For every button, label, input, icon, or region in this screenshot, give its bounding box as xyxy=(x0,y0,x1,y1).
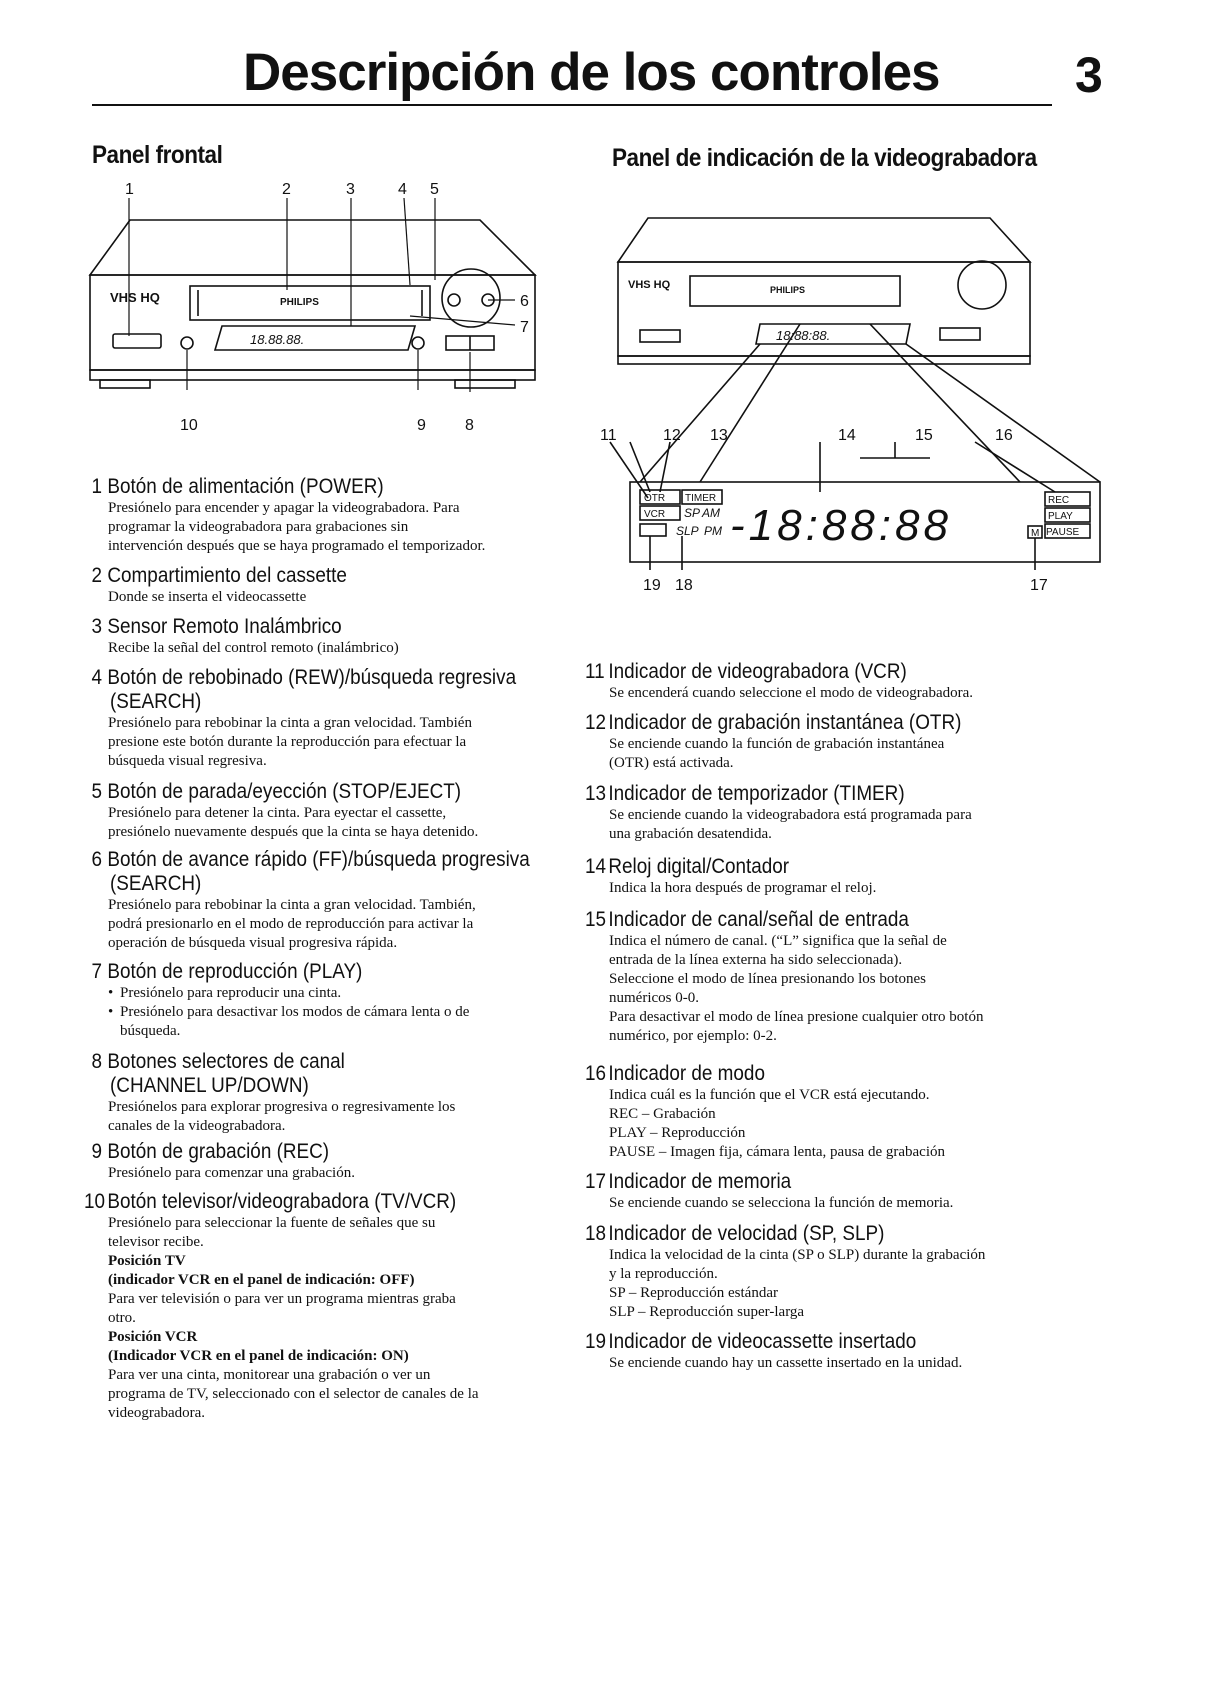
callout-4: 4 xyxy=(398,181,407,198)
front-panel-heading: Panel frontal xyxy=(92,141,223,169)
item-channel: 8 Botones selectores de canal (CHANNEL UP/DOWN) Presiónelos para explorar progresiva o regresivamente los canales de la videograbadora. xyxy=(91,1050,456,1134)
item-stop-eject: 5 Botón de parada/eyección (STOP/EJECT) Presiónelo para detener la cinta. Para eyectar el cassette, presiónelo nuevamente después que la cinta se haya detenido. xyxy=(91,780,479,840)
callout-10: 10 xyxy=(180,417,198,434)
pm-indicator: PM xyxy=(704,524,722,538)
page-title: Descripción de los controles xyxy=(243,43,940,102)
callout-13: 13 xyxy=(710,427,728,444)
clock-digits: -18:88:88 xyxy=(730,501,952,550)
slp-indicator: SLP xyxy=(676,524,699,538)
display-brand: PHILIPS xyxy=(770,285,806,295)
callout-17: 17 xyxy=(1030,577,1048,594)
front-logo: VHS HQ xyxy=(110,290,160,305)
callout-11: 11 xyxy=(600,427,617,444)
display-panel-heading: Panel de indicación de la videograbadora xyxy=(612,144,1037,172)
am-indicator: AM xyxy=(702,506,720,520)
play-indicator: PLAY xyxy=(1048,511,1073,522)
otr-indicator: OTR xyxy=(644,493,666,504)
item-remote-sensor: 3 Sensor Remoto Inalámbrico Recibe la señal del control remoto (inalámbrico) xyxy=(91,615,399,656)
item-channel-indicator: 15 Indicador de canal/señal de entrada Indica el número de canal. (“L” significa que la señal de entrada de la línea externa ha sido seleccionada). Seleccione el modo de línea presionando los botones numéricos 0-0. Para desactivar el modo de línea presione cualquier otro botón numérico, por ejemplo: 0-2. xyxy=(585,908,984,1044)
vcr-indicator: VCR xyxy=(644,509,666,520)
item-tv-vcr: 10 Botón televisor/videograbadora (TV/VCR) Presiónelo para seleccionar la fuente de señales que su televisor recibe. Posición TV (indicador VCR en el panel de indicación: OFF) Para ver televisión o para ver un programa mientras graba otro. Posición VCR (Indicador VCR en el panel de indicación: ON) Para ver una cinta, monitorear una grabación o ver un programa de TV, seleccionado con el selector de canales de la videograbadora. xyxy=(84,1190,479,1421)
item-vcr-indicator: 11 Indicador de videograbadora (VCR) Se encenderá cuando seleccione el modo de videograbadora. xyxy=(585,660,973,701)
front-brand: PHILIPS xyxy=(280,297,319,308)
callout-2: 2 xyxy=(282,181,291,198)
item-cassette-indicator: 19 Indicador de videocassette insertado Se enciende cuando hay un cassette insertado en la unidad. xyxy=(585,1330,963,1371)
item-rew-search: 4 Botón de rebobinado (REW)/búsqueda regresiva (SEARCH) Presiónelo para rebobinar la cinta a gran velocidad. También presione este botón durante la reproducción para efectuar la búsqueda visual regresiva. xyxy=(91,666,517,769)
item-otr-indicator: 12 Indicador de grabación instantánea (OTR) Se enciende cuando la función de grabación instantánea (OTR) está activada. xyxy=(585,711,962,771)
display-logo: VHS HQ xyxy=(628,279,671,291)
display-panel-diagram xyxy=(600,210,1140,630)
front-panel-diagram xyxy=(80,180,580,440)
callout-7: 7 xyxy=(520,319,529,336)
item-ff-search: 6 Botón de avance rápido (FF)/búsqueda progresiva (SEARCH) Presiónelo para rebobinar la cinta a gran velocidad. También, podrá presionarlo en el modo de reproducción para activar la operación de búsqueda visual progresiva rápida. xyxy=(91,848,530,951)
sp-indicator: SP xyxy=(684,506,701,520)
display-small-digits: 18:88:88. xyxy=(776,328,831,343)
callout-6: 6 xyxy=(520,293,529,310)
callout-15: 15 xyxy=(915,427,933,444)
callout-18: 18 xyxy=(675,577,693,594)
callout-3: 3 xyxy=(346,181,355,198)
callout-9: 9 xyxy=(417,417,426,434)
item-mode-indicator: 16 Indicador de modo Indica cuál es la función que el VCR está ejecutando. REC – Grabación PLAY – Reproducción PAUSE – Imagen fija, cámara lenta, pausa de grabación xyxy=(585,1062,945,1160)
callout-8: 8 xyxy=(465,417,474,434)
callout-1: 1 xyxy=(125,181,134,198)
front-display: 18.88.88. xyxy=(250,332,305,347)
rec-indicator: REC xyxy=(1048,495,1070,506)
item-clock: 14 Reloj digital/Contador Indica la hora después de programar el reloj. xyxy=(585,855,877,896)
item-timer-indicator: 13 Indicador de temporizador (TIMER) Se enciende cuando la videograbadora está programada para una grabación desatendida. xyxy=(585,782,972,842)
callout-19: 19 xyxy=(643,577,661,594)
item-power: 1 Botón de alimentación (POWER) Presiónelo para encender y apagar la videograbadora. Para programar la videograbadora para grabaciones sin intervención después que se haya programado el temporizador. xyxy=(91,475,486,554)
callout-14: 14 xyxy=(838,427,856,444)
item-play: 7 Botón de reproducción (PLAY) • Presiónelo para reproducir una cinta. • Presiónelo para desactivar los modos de cámara lenta o de búsqueda. xyxy=(84,960,554,1041)
pause-indicator: PAUSE xyxy=(1046,527,1080,538)
timer-indicator: TIMER xyxy=(685,493,717,504)
title-rule xyxy=(92,104,1052,106)
item-rec: 9 Botón de grabación (REC) Presiónelo para comenzar una grabación. xyxy=(91,1140,355,1181)
callout-16: 16 xyxy=(995,427,1013,444)
memory-indicator: M xyxy=(1031,528,1040,539)
item-cassette-compartment: 2 Compartimiento del cassette Donde se inserta el videocassette xyxy=(91,564,347,605)
page-number: 3 xyxy=(1075,47,1103,103)
item-speed-indicator: 18 Indicador de velocidad (SP, SLP) Indica la velocidad de la cinta (SP o SLP) durante la grabación y la reproducción. SP – Reproducción estándar SLP – Reproducción super-larga xyxy=(585,1222,986,1320)
callout-5: 5 xyxy=(430,181,439,198)
callout-12: 12 xyxy=(663,427,681,444)
item-memory-indicator: 17 Indicador de memoria Se enciende cuando se selecciona la función de memoria. xyxy=(585,1170,954,1211)
